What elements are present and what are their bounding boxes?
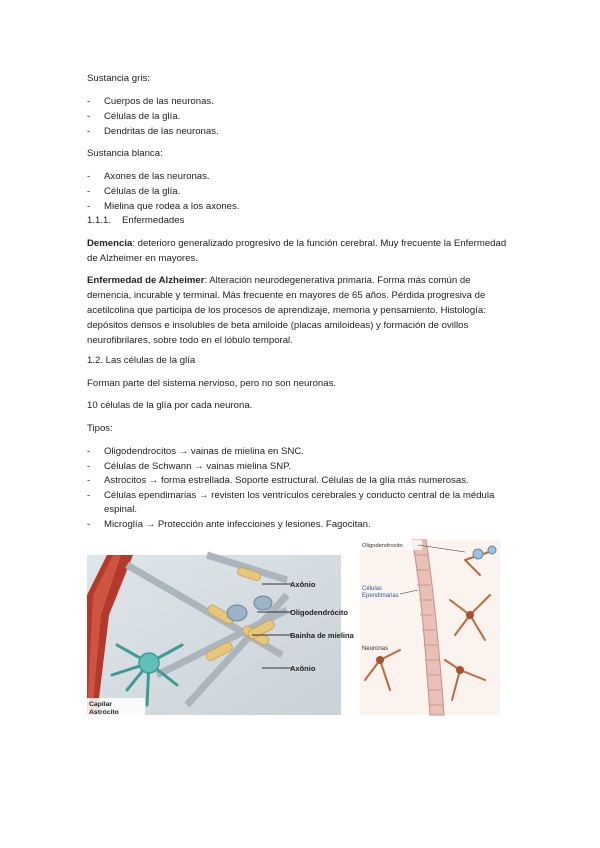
list-item: - Mielina que rodea a los axones.: [87, 201, 240, 212]
label-axon-1: Axônio: [290, 580, 316, 589]
label-axon-2: Axônio: [290, 664, 316, 673]
section-heading-diseases: 1.1.1. Enfermedades: [87, 215, 185, 226]
list-item: - Dendritas de las neuronas.: [87, 126, 219, 137]
types-heading: Tipos:: [87, 423, 113, 434]
white-matter-heading: Sustancia blanca:: [87, 148, 163, 159]
list-item: - Astrocitos → forma estrellada. Soporte estructural. Células de la glía más numerosas.: [87, 475, 469, 486]
glia-illustration-right: [360, 540, 500, 715]
list-item: - Células de Schwann → vainas mielina SNP.: [87, 461, 291, 472]
dementia-paragraph: Demencia: deterioro generalizado progresivo de la función cerebral. Muy frecuente la Enfermedad de Alzheimer en mayores.: [87, 238, 507, 264]
list-item: - Células de la glía.: [87, 111, 181, 122]
label-capillary: Capilar: [89, 701, 113, 708]
gray-matter-heading: Sustancia gris:: [87, 73, 150, 84]
label-oligodendrocyte: Oligodendrócito: [290, 608, 348, 617]
list-item: - Axones de las neuronas.: [87, 171, 210, 182]
list-item: - Células de la glía.: [87, 186, 181, 197]
label-oligodendrocyte-right: Oligodendrocito: [362, 543, 403, 549]
label-cells: Células: [362, 586, 383, 592]
alzheimer-paragraph: Enfermedad de Alzheimer: Alteración neurodegenerativa primaria. Forma más común de demencia, incurable y terminal. Más frecuente en mayores de 65 años. Pérdida progresiva de acetilcolina que participa de los procesos de aprendizaje, memoria y pensamiento. Histología: depósitos densos e insolubles de beta amiloide (placas amiloideas) y formación de ovillos neurofibrilares, sobre todo en el lóbulo temporal.: [87, 275, 486, 346]
section-heading-glia: 1.2. Las células de la glía: [87, 355, 196, 366]
list-item: - Microglía → Protección ante infecciones y lesiones. Fagocitan.: [87, 519, 371, 530]
label-astrocyte: Astrócito: [89, 709, 119, 716]
list-item: - Cuerpos de las neuronas.: [87, 96, 214, 107]
list-item: - Células ependimarias → revisten los ventrículos cerebrales y conducto central de la médula: [87, 490, 495, 501]
glia-illustration-left: [87, 555, 354, 716]
label-myelin-sheath: Bainha de mielina: [290, 631, 354, 640]
glia-paragraph-1: Forman parte del sistema nervioso, pero no son neuronas.: [87, 378, 337, 389]
label-ependymal: Ependimarias: [362, 593, 399, 599]
list-item: - Oligodendrocitos → vainas de mielina en SNC.: [87, 446, 304, 457]
glia-paragraph-2: 10 células de la glía por cada neurona.: [87, 400, 253, 411]
document-page: Sustancia gris: - Cuerpos de las neuronas. - Células de la glía. - Dendritas de las neuronas. Sustancia blanca: - Axones de las neuronas. - Células de la glía. - Mielina que rodea a los axones. 1.1.1. Enfermedades Demencia: deterioro generalizado progresivo de la función cerebral. Muy frecuente la Enfermedad de Alzheimer en mayores. Enfermedad de Alzheimer: Alteración neurodegenerativa primaria. Forma más común de demencia, incurable y terminal. Más frecuente en mayores de 65 años. Pérdida progresiva de acetilcolina que participa de los procesos de aprendizaje, memoria y pensamiento. Histología: depósitos densos e insolubles de beta amiloide (placas amiloideas) y formación de ovillos neurofibrilares, sobre todo en el lóbulo temporal. 1.2. Las células de la glía Forman parte del sistema nervioso, pero no son neuronas. 10 células de la glía por cada neurona. Tipos: - Oligodendrocitos → vainas de mielina en SNC. - Células de Schwann → vainas mielina SNP. - Astrocitos → forma estrellada. Soporte estructural. Células de la glía más numerosas. - Células ependimarias → revisten los ventrículos cerebrales y conducto central de la médula espinal. - Microglía → Protección ante infecciones y lesiones. Fagocitan. Axônio Oligodendrócito Bainha de mielina Axônio Capilar Astrócito Oligodendrocito Células Ependimarias Neuronas: [0, 0, 600, 848]
label-neurons: Neuronas: [362, 646, 389, 652]
